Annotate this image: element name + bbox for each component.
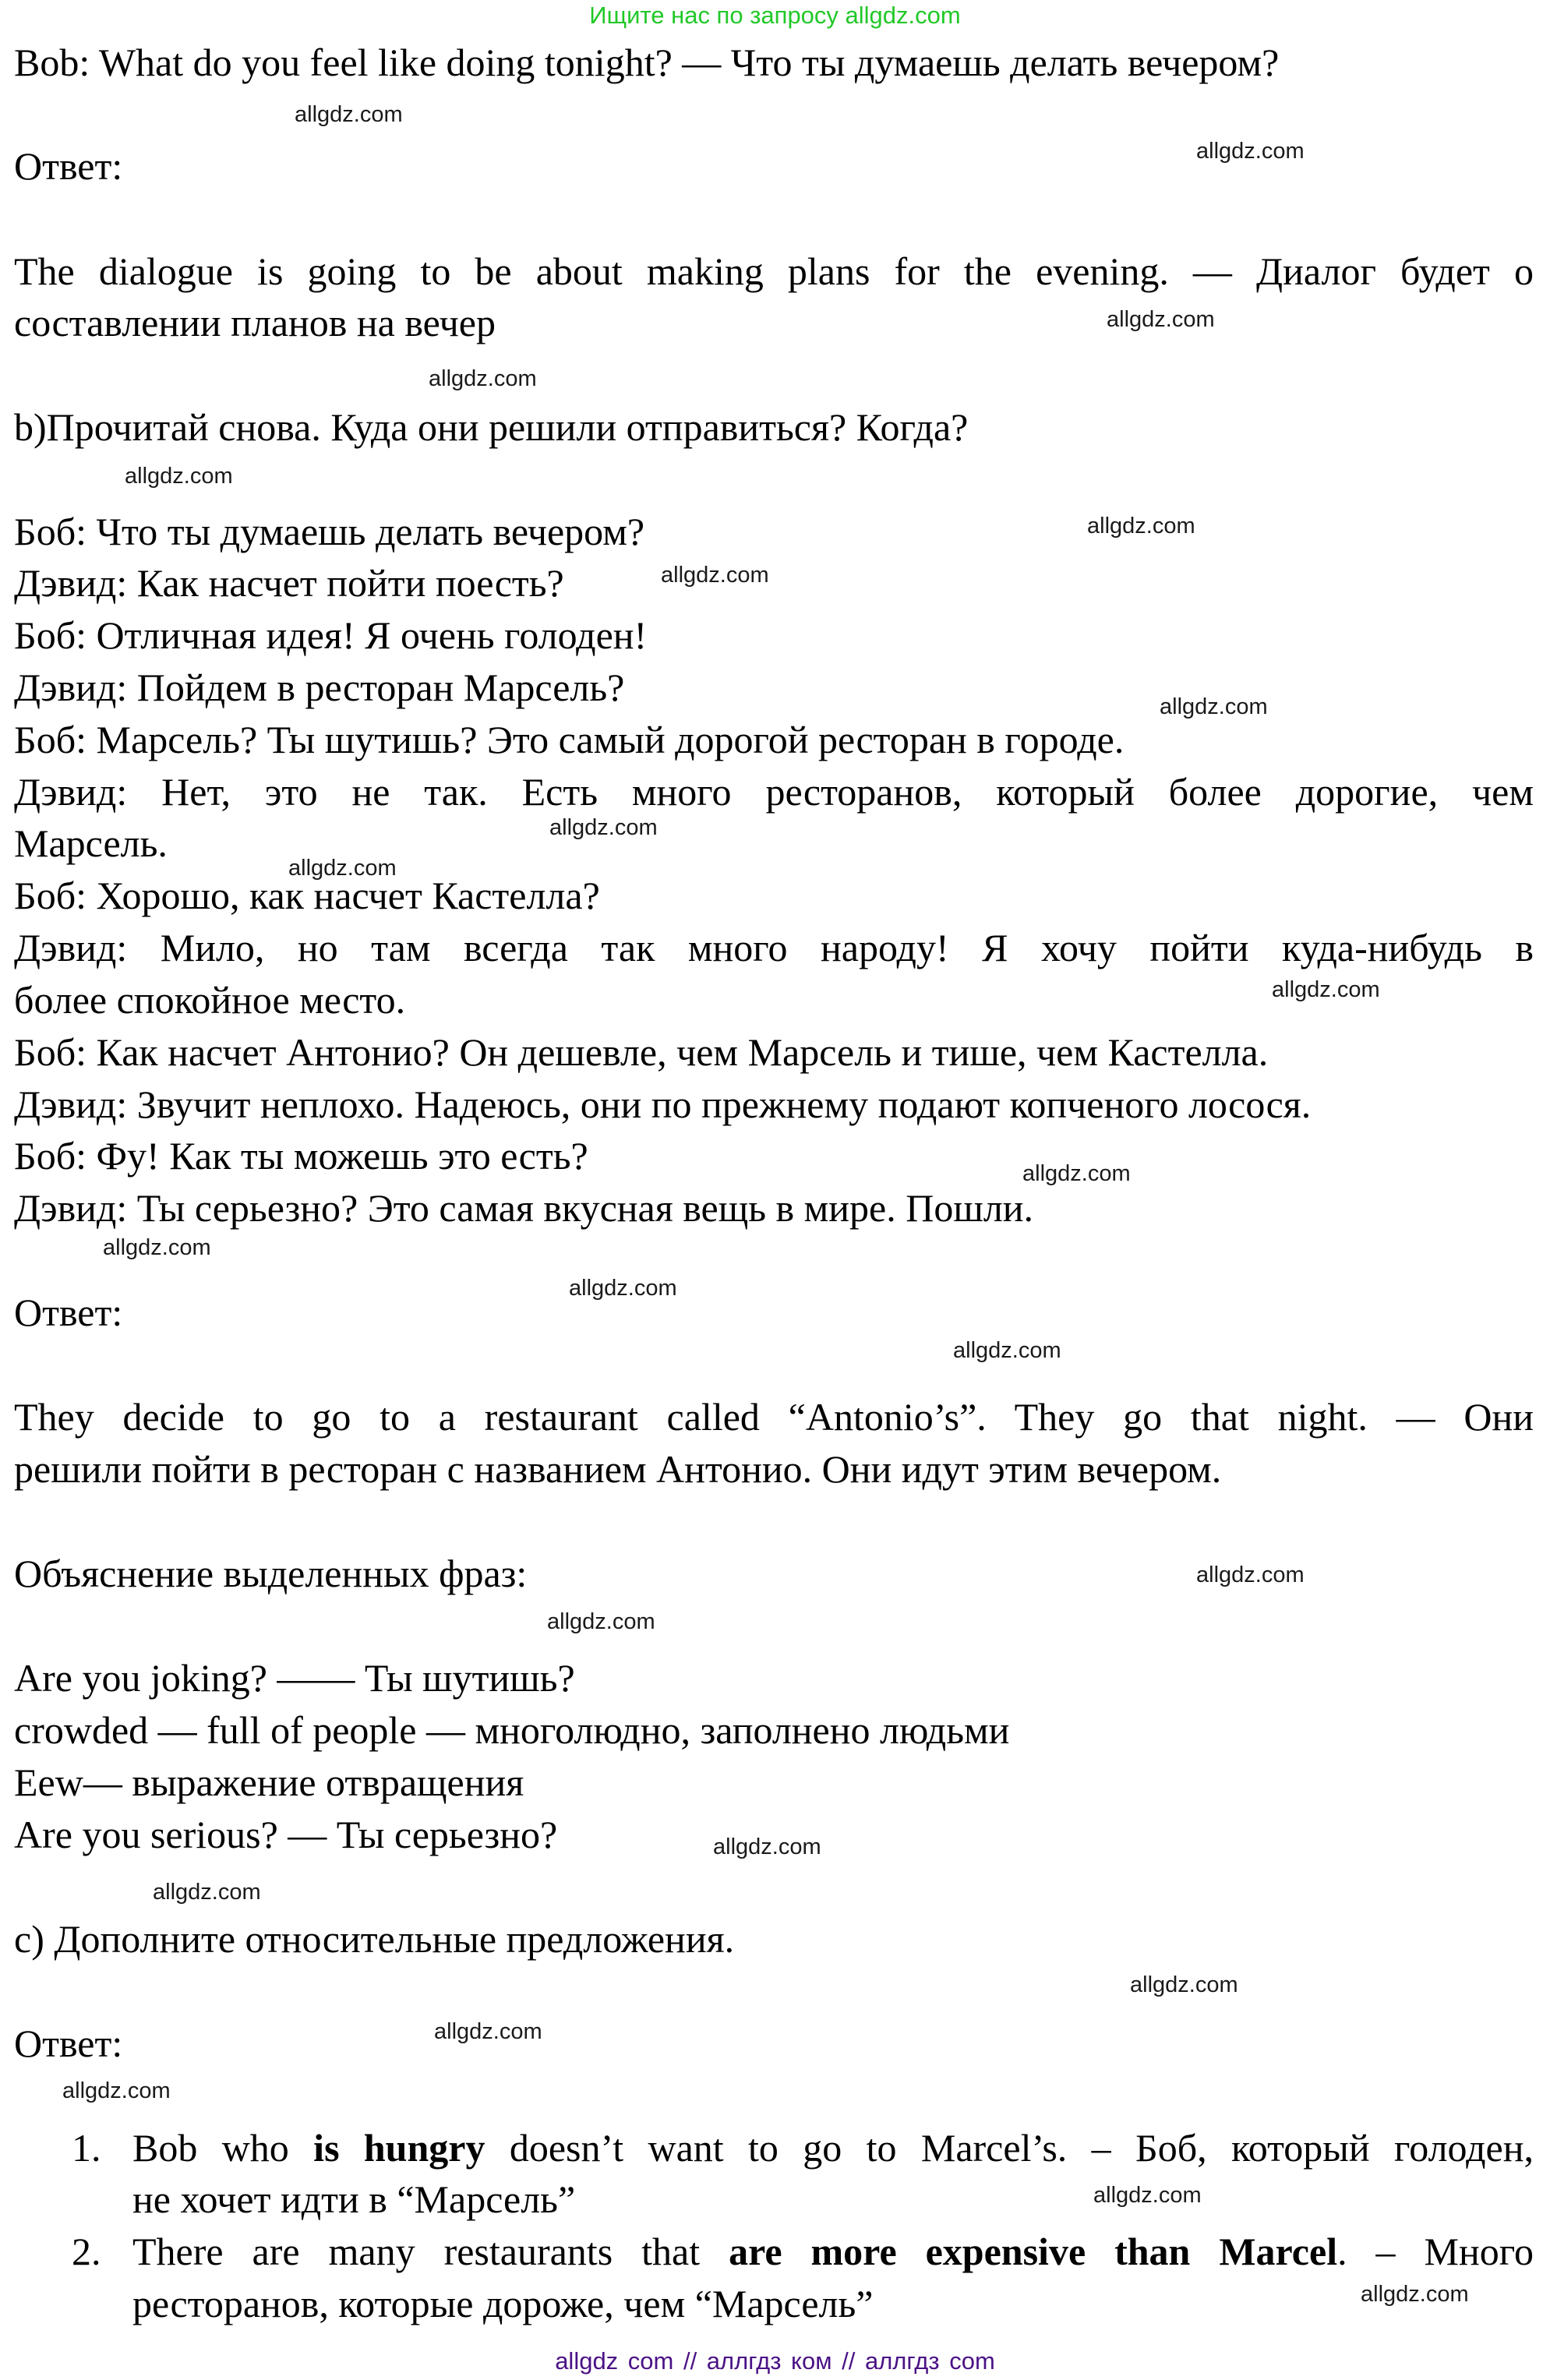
watermark: allgdz.com [1087,514,1195,539]
watermark: allgdz.com [569,1276,677,1301]
answer-b-line2: решили пойти в ресторан с названием Антонио. Они идут этим вечером. [14,1447,1222,1491]
dialogue-line: Дэвид: Как насчет пойти поесть? [14,561,564,605]
watermark: allgdz.com [1361,2282,1469,2307]
answer-label: Ответ: [14,2022,123,2065]
text-span: . – Много [1337,2230,1534,2273]
dialogue-line: Дэвид: Мило, но там всегда так много народу! Я хочу пойти куда-нибудь в [14,926,1534,969]
list-number: 2. [72,2230,101,2273]
dialogue-line: Дэвид: Звучит неплохо. Надеюсь, они по прежнему подают копченого лосося. [14,1082,1312,1126]
bold-answer: are more expensive than Marcel [729,2230,1338,2273]
watermark: allgdz.com [429,366,537,391]
watermark: allgdz.com [549,815,658,840]
answer-a-line1: The dialogue is going to be about making plans for the evening. — Диалог будет о [14,249,1534,293]
question-a: Bob: What do you feel like doing tonight? — Что ты думаешь делать вечером? [14,41,1280,84]
dialogue-line: Дэвид: Пойдем в ресторан Марсель? [14,666,625,709]
list-item-2-line2: ресторанов, которые дороже, чем “Марсель” [132,2282,874,2325]
watermark: allgdz.com [1196,1563,1305,1587]
watermark: allgdz.com [1093,2183,1202,2208]
watermark: allgdz.com [295,102,403,127]
watermark: allgdz.com [661,563,769,588]
text-span: There are many restaurants that [132,2230,729,2273]
watermark: allgdz.com [125,464,233,489]
phrases-heading: Объяснение выделенных фраз: [14,1552,528,1595]
dialogue-line: Боб: Хорошо, как насчет Кастелла? [14,874,600,917]
dialogue-line: Дэвид: Нет, это не так. Есть много ресторанов, который более дорогие, чем [14,770,1534,814]
watermark: allgdz.com [1022,1161,1131,1186]
answer-label: Ответ: [14,144,123,188]
watermark: allgdz.com [153,1880,261,1905]
task-b: b)Прочитай снова. Куда они решили отправиться? Когда? [14,405,969,449]
task-c: c) Дополните относительные предложения. [14,1917,735,1961]
answer-b-line1: They decide to go to a restaurant called “Antonio’s”. They go that night. — Они [14,1395,1534,1439]
dialogue-line: Боб: Марсель? Ты шутишь? Это самый дорогой ресторан в городе. [14,718,1125,761]
list-item-1-line2: не хочет идти в “Марсель” [132,2177,576,2221]
dialogue-line: более спокойное место. [14,978,406,1022]
dialogue-line: Боб: Как насчет Антонио? Он дешевле, чем Марсель и тише, чем Кастелла. [14,1030,1269,1074]
watermark: allgdz.com [953,1338,1061,1363]
answer-a-line2: составлении планов на вечер [14,301,496,344]
dialogue-line: Дэвид: Ты серьезно? Это самая вкусная вещь в мире. Пошли. [14,1186,1034,1230]
list-item-2-line1 [132,2228,1534,2275]
watermark: allgdz.com [1160,694,1268,719]
phrase-item: Are you joking? —— Ты шутишь? [14,1656,575,1700]
watermark: allgdz.com [1130,1972,1238,1997]
dialogue-line: Боб: Отличная идея! Я очень голоден! [14,613,648,657]
list-item-1-line1 [132,2124,1534,2171]
list-number: 1. [72,2126,101,2170]
watermark: allgdz.com [103,1235,211,1260]
watermark: allgdz.com [1272,977,1380,1002]
watermark: allgdz.com [547,1609,655,1634]
watermark: allgdz.com [1196,139,1305,164]
watermark: allgdz.com [62,2078,171,2103]
phrase-item: Eew— выражение отвращения [14,1760,524,1804]
text-span: doesn’t want to go to Marcel’s. – Боб, который голоден, [485,2126,1534,2170]
phrase-item: crowded — full of people — многолюдно, заполнено людьми [14,1708,1010,1752]
site-banner[interactable]: Ищите нас по запросу allgdz.com [589,2,961,29]
text-span: Bob who [132,2126,314,2170]
answer-label: Ответ: [14,1291,123,1334]
phrase-item: Are you serious? — Ты серьезно? [14,1813,558,1856]
dialogue-line: Боб: Фу! Как ты можешь это есть? [14,1134,588,1178]
dialogue-line: Боб: Что ты думаешь делать вечером? [14,510,645,553]
watermark: allgdz.com [713,1834,821,1859]
watermark: allgdz.com [288,856,397,881]
site-footer[interactable]: allgdz com // аллгдз ком // аллгдз com [555,2347,995,2375]
watermark: allgdz.com [434,2019,542,2044]
watermark: allgdz.com [1107,307,1215,332]
bold-answer: is hungry [313,2126,485,2170]
dialogue-line: Марсель. [14,821,168,865]
